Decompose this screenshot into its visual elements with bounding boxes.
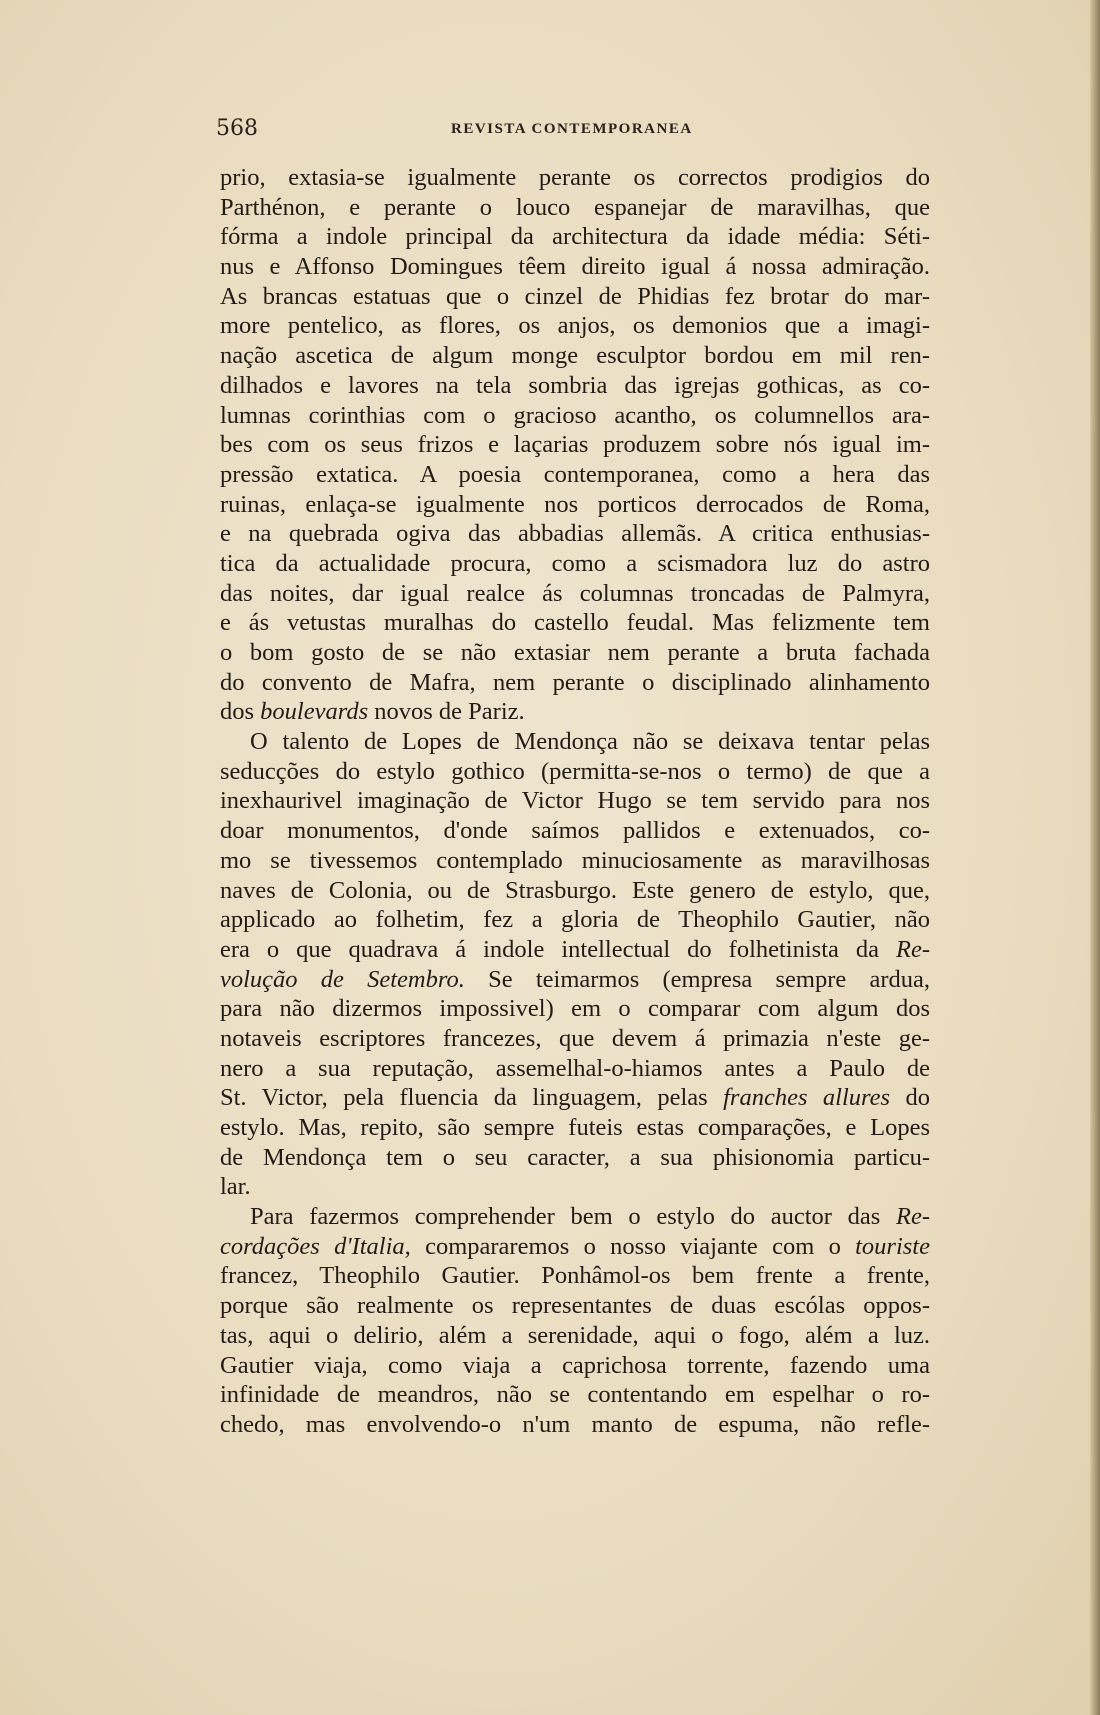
text-line <box>220 1410 930 1440</box>
running-title: REVISTA CONTEMPORANEA <box>451 121 693 137</box>
text-segment: das noites, dar igual realce ás columnas troncadas de Palmyra, <box>220 579 930 607</box>
text-segment: do <box>890 1084 930 1112</box>
text-segment: St. Victor, pela fluencia da linguagem, pelas <box>220 1084 724 1112</box>
text-segment: infinidade de meandros, não se contentando em espelhar o ro- <box>220 1381 930 1409</box>
text-line <box>220 341 930 371</box>
text-segment: lumnas corinthias com o gracioso acantho, os columnellos ara- <box>220 401 930 429</box>
text-line <box>220 1024 930 1054</box>
text-segment: fórma a indole principal da architectura da idade média: Séti- <box>220 223 930 251</box>
italic-text: franches allures <box>723 1084 891 1112</box>
text-line <box>220 549 930 579</box>
text-segment: more pentelico, as flores, os anjos, os demonios que a imagi- <box>220 312 930 340</box>
text-segment: ruinas, enlaça-se igualmente nos porticos derrocados de Roma, <box>220 490 930 518</box>
text-line <box>220 1321 930 1351</box>
text-line <box>220 371 930 401</box>
page-number: 568 <box>216 116 258 141</box>
text-line <box>220 905 930 935</box>
text-segment: nação ascetica de algum monge esculptor bordou em mil ren- <box>220 342 930 370</box>
text-line <box>220 608 930 638</box>
text-line <box>220 1232 930 1262</box>
text-segment: porque são realmente os representantes de duas escólas oppos- <box>220 1292 930 1320</box>
page-header <box>216 116 936 146</box>
text-segment: o bom gosto de se não extasiar nem perante a bruta fachada <box>220 639 930 666</box>
text-line <box>220 876 930 906</box>
text-line <box>220 1054 930 1084</box>
text-line <box>220 311 930 341</box>
text-line <box>220 1083 930 1113</box>
text-segment: para não dizermos impossivel) em o comparar com algum dos <box>220 995 930 1023</box>
text-segment: naves de Colonia, ou de Strasburgo. Este genero de estylo, que, <box>220 876 930 904</box>
text-line <box>220 965 930 995</box>
text-line <box>220 846 930 876</box>
italic-text: Re- <box>896 935 930 963</box>
text-line <box>220 697 930 727</box>
text-segment: mo se tivessemos contemplado minuciosamente as maravilhosas <box>220 846 930 874</box>
text-line <box>220 222 930 252</box>
page-edge-shadow <box>1090 0 1100 1715</box>
italic-text: Re- <box>896 1203 930 1231</box>
text-segment: francez, Theophilo Gautier. Ponhâmol-os bem frente a frente, <box>220 1262 930 1290</box>
text-segment: dilhados e lavores na tela sombria das igrejas gothicas, as co- <box>220 371 930 399</box>
text-segment: O talento de Lopes de Mendonça não se deixava tentar pelas <box>250 728 930 756</box>
text-line <box>220 579 930 609</box>
text-line <box>220 519 930 549</box>
italic-text: boulevards <box>260 698 369 726</box>
text-line <box>220 786 930 816</box>
text-segment: prio, extasia-se igualmente perante os correctos prodigios do <box>220 164 930 191</box>
text-segment: Gautier viaja, como viaja a caprichosa torrente, fazendo uma <box>220 1351 930 1379</box>
text-segment: e na quebrada ogiva das abbadias allemãs. A critica enthusias- <box>220 520 930 548</box>
text-segment: nero a sua reputação, assemelhal-o-hiamos antes a Paulo de <box>220 1054 930 1082</box>
text-line <box>220 816 930 846</box>
text-segment: de Mendonça tem o seu caracter, a sua phisionomia particu- <box>220 1143 930 1171</box>
text-segment: pressão extatica. A poesia contemporanea, como a hera das <box>220 460 930 488</box>
text-segment: doar monumentos, d'onde saímos pallidos e extenuados, co- <box>220 817 930 845</box>
text-segment: tas, aqui o delirio, além a serenidade, aqui o fogo, além a luz. <box>220 1321 930 1349</box>
body-text <box>220 163 930 1440</box>
text-segment: tica da actualidade procura, como a scismadora luz do astro <box>220 549 930 577</box>
text-line <box>220 1261 930 1291</box>
text-segment: dos <box>220 698 261 726</box>
italic-text: touriste <box>855 1232 930 1260</box>
text-line <box>220 727 930 757</box>
text-segment: do convento de Mafra, nem perante o disciplinado alinhamento <box>220 668 930 696</box>
text-segment: lar. <box>220 1173 251 1201</box>
text-line <box>220 193 930 223</box>
text-line <box>220 163 930 193</box>
text-line <box>220 490 930 520</box>
text-line <box>220 638 930 668</box>
text-segment: e ás vetustas muralhas do castello feudal. Mas felizmente tem <box>220 609 930 637</box>
text-line <box>220 757 930 787</box>
text-line <box>220 430 930 460</box>
text-line <box>220 252 930 282</box>
text-line <box>220 1143 930 1173</box>
text-line <box>220 460 930 490</box>
text-line <box>220 282 930 312</box>
text-line <box>220 1202 930 1232</box>
italic-text: cordações d'Italia, <box>220 1232 411 1260</box>
text-segment: estylo. Mas, repito, são sempre futeis estas comparações, e Lopes <box>220 1114 930 1141</box>
text-line <box>220 401 930 431</box>
text-segment: As brancas estatuas que o cinzel de Phidias fez brotar do mar- <box>220 282 930 310</box>
text-segment: Parthénon, e perante o louco espanejar de maravilhas, que <box>220 193 930 221</box>
text-segment: novos de Pariz. <box>368 698 525 726</box>
italic-text: volução de Setembro. <box>220 965 465 993</box>
text-segment: bes com os seus frizos e laçarias produzem sobre nós igual im- <box>220 431 930 459</box>
text-line <box>220 1291 930 1321</box>
text-segment: inexhaurivel imaginação de Victor Hugo se tem servido para nos <box>220 787 930 815</box>
text-line <box>220 1172 930 1202</box>
text-segment: chedo, mas envolvendo-o n'um manto de espuma, não refle- <box>220 1410 930 1438</box>
text-segment: era o que quadrava á indole intellectual do folhetinista da <box>220 935 896 963</box>
text-segment: notaveis escriptores francezes, que devem á primazia n'este ge- <box>220 1024 930 1052</box>
text-segment: seducções do estylo gothico (permitta-se-nos o termo) de que a <box>220 757 930 785</box>
text-segment: Se teimarmos (empresa sempre ardua, <box>464 965 930 993</box>
text-line <box>220 668 930 698</box>
text-segment: nus e Affonso Domingues têem direito igual á nossa admiração. <box>220 253 930 281</box>
text-line <box>220 1113 930 1143</box>
text-segment: applicado ao folhetim, fez a gloria de Theophilo Gautier, não <box>220 906 930 934</box>
text-line <box>220 994 930 1024</box>
text-segment: Para fazermos comprehender bem o estylo do auctor das <box>250 1203 896 1231</box>
text-line <box>220 1351 930 1381</box>
text-segment: compararemos o nosso viajante com o <box>410 1232 856 1260</box>
text-line <box>220 935 930 965</box>
text-line <box>220 1380 930 1410</box>
